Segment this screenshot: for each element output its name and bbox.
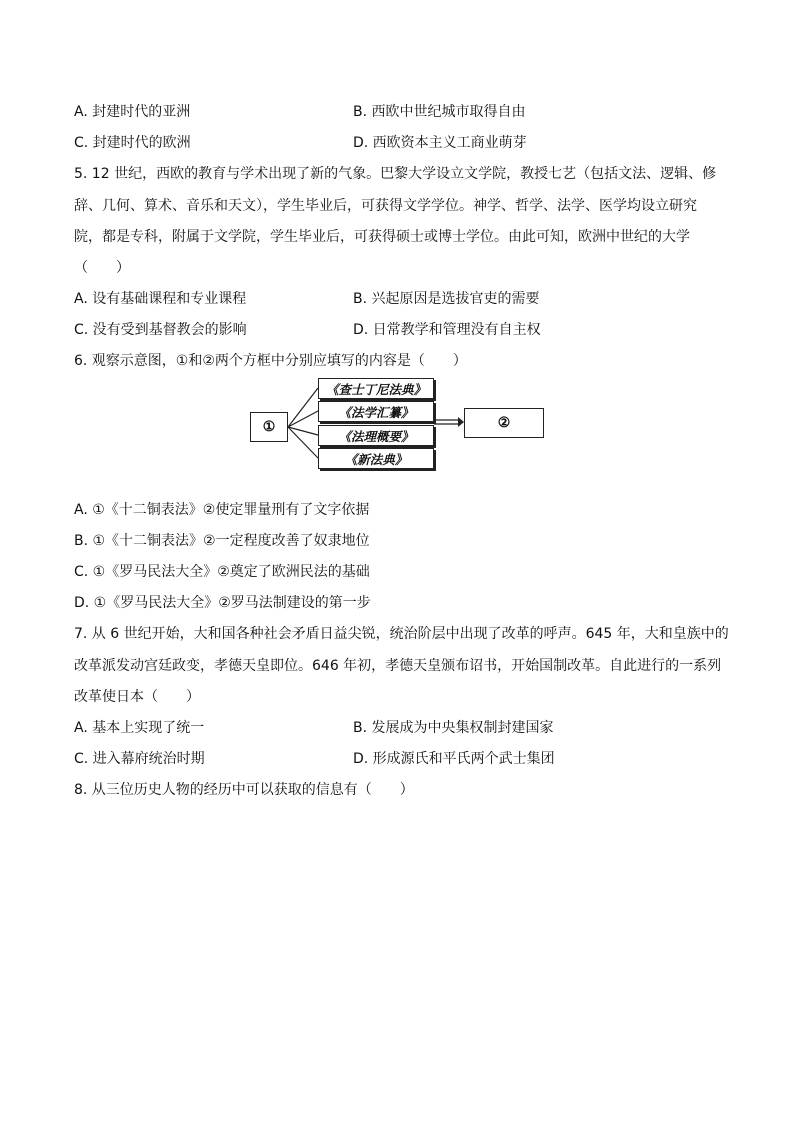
- diagram-box-1: ①: [250, 412, 288, 442]
- q8-stem: 8. 从三位历史人物的经历中可以获取的信息有（ ）: [74, 782, 414, 798]
- q4-option-b: B. 西欧中世纪城市取得自由: [353, 104, 526, 120]
- q5-option-a: A. 设有基础课程和专业课程: [74, 291, 247, 307]
- q5-stem-line2: 辞、几何、算术、音乐和天文），学生毕业后，可获得文学学位。神学、哲学、法学、医学均设立研究: [74, 198, 697, 214]
- q6-option-b: B. ①《十二铜表法》②一定程度改善了奴隶地位: [74, 533, 370, 549]
- q5-stem-line1: 5. 12 世纪，西欧的教育与学术出现了新的气象。巴黎大学设立文学院，教授七艺（包括文法、逻辑、修: [74, 166, 717, 182]
- q6-stem: 6. 观察示意图，①和②两个方框中分别应填写的内容是（ ）: [74, 353, 467, 369]
- q5-option-c: C. 没有受到基督教会的影响: [74, 322, 247, 338]
- q7-stem-line2: 改革派发动宫廷政变，孝德天皇即位。646 年初，孝德天皇颁布诏书，开始国制改革。自此进行的一系列: [74, 658, 722, 674]
- q6-option-d: D. ①《罗马民法大全》②罗马法制建设的第一步: [74, 595, 371, 611]
- book-digest: 《法学汇纂》: [318, 401, 434, 422]
- q6-option-a: A. ①《十二铜表法》②使定罪量刑有了文字依据: [74, 502, 370, 518]
- q7-stem-line1: 7. 从 6 世纪开始，大和国各种社会矛盾日益尖锐，统治阶层中出现了改革的呼声。645 年，大和皇族中的: [74, 626, 729, 642]
- q7-option-b: B. 发展成为中央集权制封建国家: [353, 720, 554, 736]
- q7-stem-line3: 改革使日本（ ）: [74, 689, 200, 705]
- q5-option-b: B. 兴起原因是选拔官吏的需要: [353, 291, 540, 307]
- q7-option-c: C. 进入幕府统治时期: [74, 751, 205, 767]
- book-institutes: 《法理概要》: [318, 425, 434, 446]
- q5-option-d: D. 日常教学和管理没有自主权: [353, 322, 541, 338]
- q4-option-c: C. 封建时代的欧洲: [74, 135, 191, 151]
- q6-option-c: C. ①《罗马民法大全》②奠定了欧洲民法的基础: [74, 564, 370, 580]
- q5-answer-blank: （ ）: [74, 260, 130, 276]
- diagram-box-2: ②: [464, 408, 544, 438]
- q7-option-d: D. 形成源氏和平氏两个武士集团: [353, 751, 555, 767]
- q7-option-a: A. 基本上实现了统一: [74, 720, 205, 736]
- book-justinian-code: 《查士丁尼法典》: [318, 378, 434, 399]
- q5-stem-line3: 院，都是专科，附属于文学院，学生毕业后，可获得硕士或博士学位。由此可知，欧洲中世纪的大学: [74, 229, 690, 245]
- q4-option-d: D. 西欧资本主义工商业萌芽: [353, 135, 527, 151]
- q4-option-a: A. 封建时代的亚洲: [74, 104, 191, 120]
- book-novels: 《新法典》: [318, 448, 434, 469]
- law-diagram: [250, 378, 550, 470]
